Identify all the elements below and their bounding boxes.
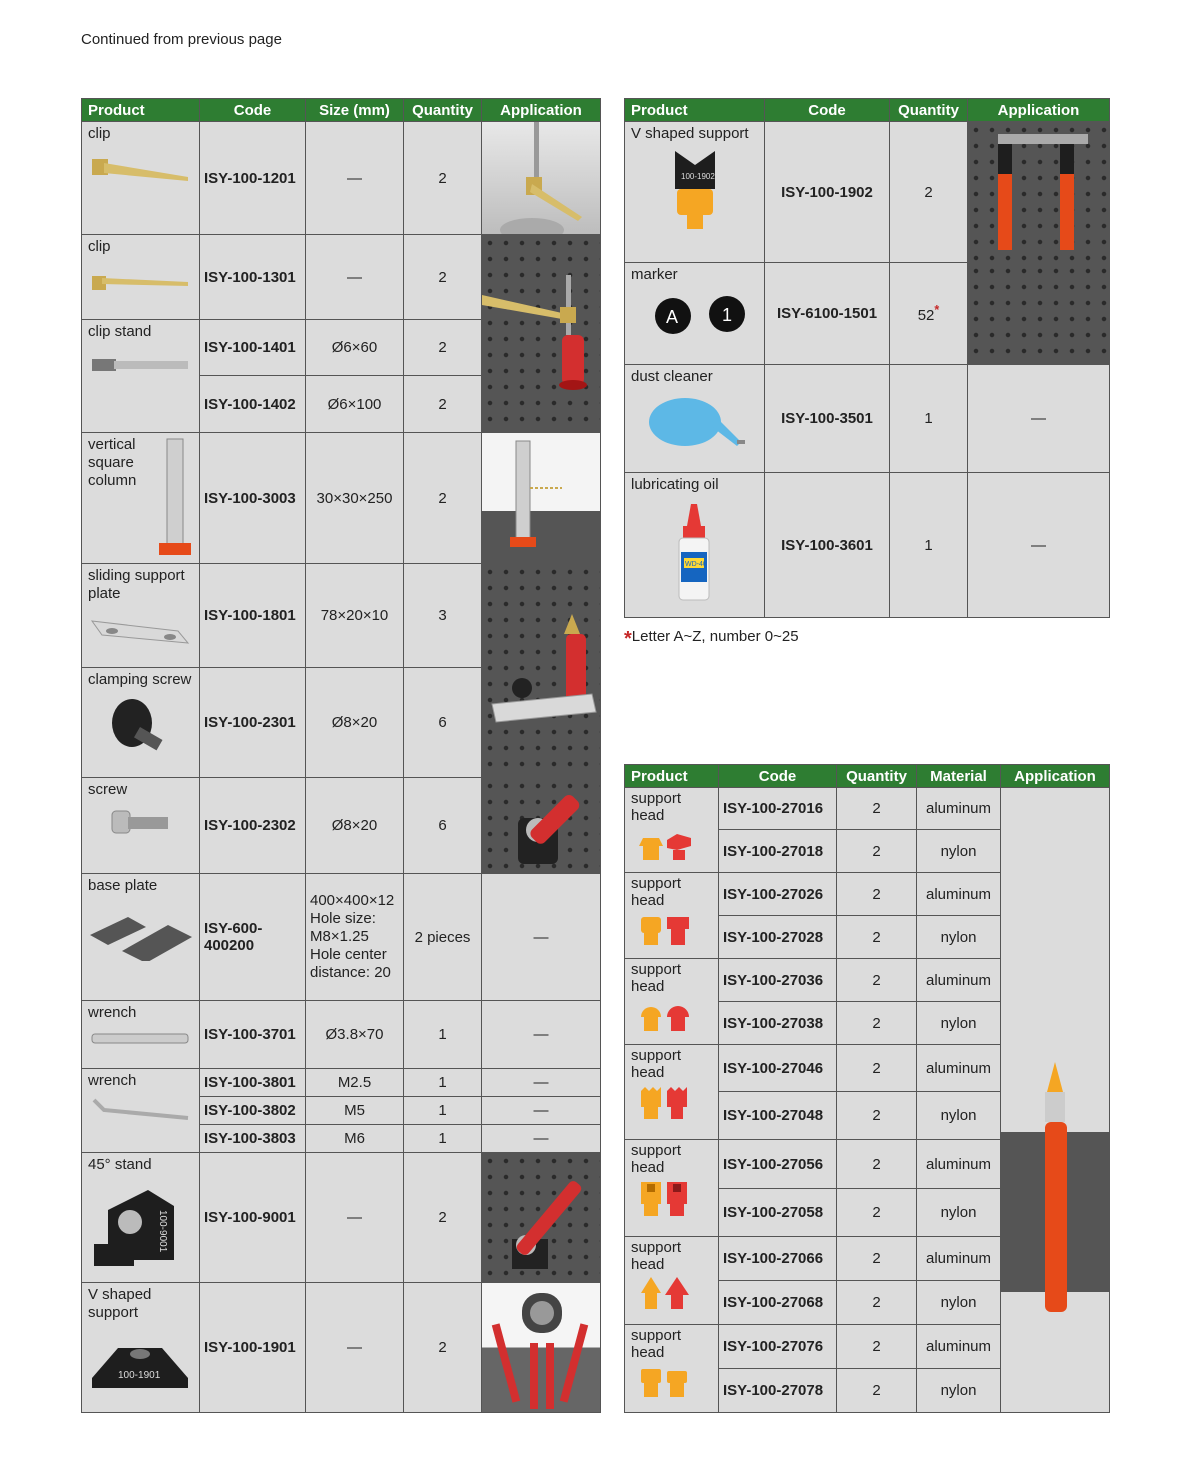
quantity-cell: 1 bbox=[890, 473, 968, 618]
table-row bbox=[82, 235, 601, 320]
material-cell: aluminum bbox=[917, 1324, 1001, 1368]
quantity-cell: 6 bbox=[404, 778, 482, 874]
support-head-image bbox=[631, 828, 697, 864]
code-cell: ISY-100-27068 bbox=[719, 1280, 837, 1324]
stand-45-image bbox=[88, 1180, 192, 1276]
code-cell: ISY-100-1901 bbox=[200, 1283, 306, 1413]
quantity-cell: 2 bbox=[837, 1002, 917, 1045]
wrench-image bbox=[88, 1028, 192, 1052]
material-cell: nylon bbox=[917, 1280, 1001, 1324]
code-cell: ISY-100-27038 bbox=[719, 1002, 837, 1045]
header-product: Product bbox=[625, 99, 765, 122]
support-head-image bbox=[631, 913, 697, 949]
clip-image bbox=[88, 262, 192, 302]
footnote-text: Letter A~Z, number 0~25 bbox=[631, 628, 799, 645]
product-name: base plate bbox=[88, 877, 158, 894]
size-line: distance: 20 bbox=[310, 964, 391, 981]
support-head-image bbox=[631, 1180, 697, 1216]
size-line: Hole center bbox=[310, 946, 387, 963]
code-cell: ISY-100-1402 bbox=[200, 376, 306, 433]
stand-label: 100-9001 bbox=[157, 1210, 168, 1253]
product-name: support head bbox=[631, 961, 682, 996]
product-cell bbox=[82, 433, 200, 564]
code-cell: ISY-100-27016 bbox=[719, 788, 837, 830]
header-quantity: Quantity bbox=[837, 765, 917, 788]
code-cell: ISY-100-2302 bbox=[200, 778, 306, 874]
application-photo bbox=[968, 263, 1110, 365]
code-cell: ISY-100-3802 bbox=[200, 1097, 306, 1125]
footnote bbox=[624, 628, 799, 651]
size-cell: — bbox=[306, 235, 404, 320]
table-row bbox=[82, 1069, 601, 1097]
code-cell: ISY-100-27056 bbox=[719, 1140, 837, 1188]
product-name: clip bbox=[88, 125, 111, 142]
size-cell: — bbox=[306, 1153, 404, 1283]
products-table-left bbox=[81, 98, 601, 1413]
application-photo bbox=[482, 122, 601, 235]
product-cell bbox=[82, 564, 200, 668]
table-row bbox=[82, 1001, 601, 1069]
quantity-cell: 2 bbox=[404, 235, 482, 320]
product-cell bbox=[82, 1001, 200, 1069]
application-cell: — bbox=[482, 1001, 601, 1069]
application-photo bbox=[482, 1153, 601, 1283]
product-cell bbox=[82, 122, 200, 235]
application-photo bbox=[482, 433, 601, 564]
product-name: 45° stand bbox=[88, 1156, 152, 1173]
quantity-cell bbox=[890, 263, 968, 365]
size-line: 400×400×12 bbox=[310, 892, 395, 909]
product-name: support head bbox=[631, 790, 682, 824]
code-cell: ISY-100-3801 bbox=[200, 1069, 306, 1097]
product-name: V shaped support bbox=[631, 125, 749, 142]
quantity-cell: 2 bbox=[404, 320, 482, 376]
material-cell: nylon bbox=[917, 1369, 1001, 1413]
quantity-cell: 1 bbox=[404, 1097, 482, 1125]
product-cell bbox=[82, 778, 200, 874]
product-name: vertical square column bbox=[88, 436, 137, 489]
header-quantity: Quantity bbox=[890, 99, 968, 122]
quantity-cell: 2 bbox=[404, 122, 482, 235]
product-name: clamping screw bbox=[88, 671, 192, 688]
table-row bbox=[625, 122, 1110, 263]
oil-label: WD-40 bbox=[685, 561, 707, 568]
oil-bottle-image bbox=[631, 500, 759, 604]
quantity-cell: 2 bbox=[837, 1324, 917, 1368]
code-cell: ISY-100-27076 bbox=[719, 1324, 837, 1368]
code-cell: ISY-100-27026 bbox=[719, 873, 837, 916]
size-cell: Ø3.8×70 bbox=[306, 1001, 404, 1069]
footnote-star: * bbox=[934, 303, 940, 317]
code-cell: ISY-100-27058 bbox=[719, 1188, 837, 1236]
footnote-star: * bbox=[624, 628, 632, 650]
material-cell: aluminum bbox=[917, 959, 1001, 1002]
quantity-cell: 2 bbox=[837, 788, 917, 830]
code-cell: ISY-100-1301 bbox=[200, 235, 306, 320]
header-material: Material bbox=[917, 765, 1001, 788]
quantity-cell: 1 bbox=[890, 365, 968, 473]
material-cell: aluminum bbox=[917, 1045, 1001, 1092]
clip-image bbox=[88, 149, 192, 189]
base-plate-image bbox=[88, 901, 194, 961]
table-row bbox=[625, 365, 1110, 473]
quantity-cell: 3 bbox=[404, 564, 482, 668]
product-cell bbox=[82, 668, 200, 778]
product-name: wrench bbox=[88, 1072, 137, 1089]
product-name: marker bbox=[631, 266, 678, 283]
sliding-plate-image bbox=[88, 609, 192, 649]
size-cell: — bbox=[306, 122, 404, 235]
table-row bbox=[82, 122, 601, 235]
code-cell: ISY-100-27048 bbox=[719, 1092, 837, 1140]
size-cell: 78×20×10 bbox=[306, 564, 404, 668]
header-product: Product bbox=[625, 765, 719, 788]
product-cell bbox=[625, 1045, 719, 1140]
size-cell: Ø8×20 bbox=[306, 778, 404, 874]
v-support-image bbox=[88, 1328, 192, 1394]
product-name: lubricating oil bbox=[631, 476, 719, 493]
table-row bbox=[82, 1153, 601, 1283]
code-cell: ISY-100-9001 bbox=[200, 1153, 306, 1283]
size-cell: Ø6×100 bbox=[306, 376, 404, 433]
size-line: M8×1.25 bbox=[310, 928, 369, 945]
quantity-value: 52 bbox=[917, 307, 935, 324]
product-cell bbox=[625, 959, 719, 1045]
marker-letter-a: A bbox=[666, 307, 679, 327]
application-photo bbox=[482, 1283, 601, 1413]
product-name: support head bbox=[631, 1326, 682, 1361]
code-cell: ISY-100-3701 bbox=[200, 1001, 306, 1069]
table-row bbox=[82, 564, 601, 668]
product-name: support head bbox=[631, 875, 682, 909]
product-cell bbox=[625, 473, 765, 618]
quantity-cell: 2 bbox=[837, 1140, 917, 1188]
product-name: V shaped support bbox=[88, 1286, 152, 1321]
code-cell: ISY-100-27066 bbox=[719, 1236, 837, 1280]
table-row bbox=[625, 788, 1110, 830]
header-product: Product bbox=[82, 99, 200, 122]
hex-key-image bbox=[88, 1096, 192, 1126]
v-support-label: 100-1902 bbox=[681, 172, 715, 181]
quantity-cell: 6 bbox=[404, 668, 482, 778]
code-cell: ISY-600-400200 bbox=[200, 874, 306, 1001]
product-name: screw bbox=[88, 781, 128, 798]
product-name: support head bbox=[631, 1142, 682, 1177]
application-cell: — bbox=[482, 1097, 601, 1125]
table-row bbox=[82, 874, 601, 1001]
application-cell: — bbox=[482, 1125, 601, 1153]
code-cell: ISY-100-3003 bbox=[200, 433, 306, 564]
product-cell bbox=[625, 788, 719, 873]
code-cell: ISY-100-3803 bbox=[200, 1125, 306, 1153]
material-cell: aluminum bbox=[917, 873, 1001, 916]
material-cell: aluminum bbox=[917, 788, 1001, 830]
product-cell bbox=[625, 263, 765, 365]
product-name: sliding support plate bbox=[88, 567, 185, 602]
quantity-cell: 2 bbox=[837, 916, 917, 959]
clamping-screw-image bbox=[88, 695, 192, 755]
size-line: Hole size: bbox=[310, 910, 376, 927]
product-name: support head bbox=[631, 1238, 682, 1273]
code-cell: ISY-100-27028 bbox=[719, 916, 837, 959]
table-row bbox=[82, 778, 601, 874]
code-cell: ISY-100-3601 bbox=[765, 473, 890, 618]
product-cell bbox=[82, 874, 200, 1001]
code-cell: ISY-100-1401 bbox=[200, 320, 306, 376]
header-application: Application bbox=[1001, 765, 1110, 788]
quantity-cell: 2 bbox=[890, 122, 968, 263]
table-row bbox=[82, 1283, 601, 1413]
quantity-cell: 2 bbox=[837, 1188, 917, 1236]
size-cell: M5 bbox=[306, 1097, 404, 1125]
product-cell bbox=[625, 873, 719, 959]
quantity-cell: 1 bbox=[404, 1001, 482, 1069]
material-cell: aluminum bbox=[917, 1236, 1001, 1280]
product-cell bbox=[82, 235, 200, 320]
quantity-cell: 2 bbox=[404, 376, 482, 433]
code-cell: ISY-100-27078 bbox=[719, 1369, 837, 1413]
code-cell: ISY-100-1801 bbox=[200, 564, 306, 668]
square-column-image bbox=[155, 437, 195, 561]
support-head-image bbox=[631, 1277, 697, 1313]
quantity-cell: 2 bbox=[837, 1369, 917, 1413]
product-name: wrench bbox=[88, 1004, 137, 1021]
product-name: dust cleaner bbox=[631, 368, 713, 385]
table-row bbox=[625, 263, 1110, 365]
size-cell bbox=[306, 874, 404, 1001]
support-head-table bbox=[624, 764, 1110, 1413]
application-photo bbox=[968, 122, 1110, 263]
header-application: Application bbox=[482, 99, 601, 122]
application-photo bbox=[482, 235, 601, 433]
quantity-cell: 2 pieces bbox=[404, 874, 482, 1001]
application-cell: — bbox=[482, 874, 601, 1001]
header-quantity: Quantity bbox=[404, 99, 482, 122]
code-cell: ISY-100-27018 bbox=[719, 830, 837, 873]
quantity-cell: 2 bbox=[837, 959, 917, 1002]
code-cell: ISY-100-3501 bbox=[765, 365, 890, 473]
code-cell: ISY-100-1201 bbox=[200, 122, 306, 235]
quantity-cell: 2 bbox=[837, 1045, 917, 1092]
product-name: support head bbox=[631, 1047, 682, 1082]
material-cell: nylon bbox=[917, 830, 1001, 873]
quantity-cell: 2 bbox=[404, 433, 482, 564]
quantity-cell: 2 bbox=[837, 1092, 917, 1140]
v-support-image bbox=[631, 145, 759, 241]
header-code: Code bbox=[765, 99, 890, 122]
header-code: Code bbox=[719, 765, 837, 788]
clip-stand-image bbox=[88, 347, 192, 387]
header-application: Application bbox=[968, 99, 1110, 122]
size-cell: Ø6×60 bbox=[306, 320, 404, 376]
size-cell: Ø8×20 bbox=[306, 668, 404, 778]
quantity-cell: 2 bbox=[837, 1280, 917, 1324]
code-cell: ISY-100-1902 bbox=[765, 122, 890, 263]
continued-note: Continued from previous page bbox=[81, 31, 282, 48]
header-size: Size (mm) bbox=[306, 99, 404, 122]
quantity-cell: 1 bbox=[404, 1125, 482, 1153]
material-cell: nylon bbox=[917, 916, 1001, 959]
quantity-cell: 2 bbox=[837, 873, 917, 916]
screw-image bbox=[88, 805, 192, 845]
application-photo bbox=[482, 564, 601, 778]
product-cell bbox=[625, 122, 765, 263]
product-cell bbox=[82, 1283, 200, 1413]
size-cell: M6 bbox=[306, 1125, 404, 1153]
application-cell: — bbox=[968, 365, 1110, 473]
code-cell: ISY-100-2301 bbox=[200, 668, 306, 778]
product-cell bbox=[82, 1153, 200, 1283]
v-support-label: 100-1901 bbox=[118, 1370, 161, 1381]
application-photo bbox=[482, 778, 601, 874]
size-cell: M2.5 bbox=[306, 1069, 404, 1097]
quantity-cell: 2 bbox=[404, 1153, 482, 1283]
marker-number-1: 1 bbox=[722, 305, 733, 325]
product-name: clip stand bbox=[88, 323, 152, 340]
support-head-image bbox=[631, 999, 697, 1035]
marker-image bbox=[631, 290, 759, 350]
quantity-cell: 1 bbox=[404, 1069, 482, 1097]
material-cell: nylon bbox=[917, 1188, 1001, 1236]
material-cell: aluminum bbox=[917, 1140, 1001, 1188]
code-cell: ISY-6100-1501 bbox=[765, 263, 890, 365]
application-photo bbox=[1001, 788, 1110, 1413]
quantity-cell: 2 bbox=[404, 1283, 482, 1413]
header-code: Code bbox=[200, 99, 306, 122]
code-cell: ISY-100-27036 bbox=[719, 959, 837, 1002]
material-cell: nylon bbox=[917, 1002, 1001, 1045]
products-table-right-top bbox=[624, 98, 1110, 618]
application-cell: — bbox=[968, 473, 1110, 618]
product-cell bbox=[625, 1236, 719, 1324]
table-row bbox=[82, 433, 601, 564]
application-cell: — bbox=[482, 1069, 601, 1097]
table-row bbox=[625, 473, 1110, 618]
product-cell bbox=[82, 1069, 200, 1153]
support-head-image bbox=[631, 1085, 697, 1121]
product-cell bbox=[82, 320, 200, 433]
size-cell: — bbox=[306, 1283, 404, 1413]
product-cell bbox=[625, 1140, 719, 1236]
product-cell bbox=[625, 1324, 719, 1412]
size-cell: 30×30×250 bbox=[306, 433, 404, 564]
material-cell: nylon bbox=[917, 1092, 1001, 1140]
dust-blower-image bbox=[631, 392, 759, 456]
product-name: clip bbox=[88, 238, 111, 255]
code-cell: ISY-100-27046 bbox=[719, 1045, 837, 1092]
support-head-image bbox=[631, 1365, 697, 1401]
quantity-cell: 2 bbox=[837, 830, 917, 873]
quantity-cell: 2 bbox=[837, 1236, 917, 1280]
product-cell bbox=[625, 365, 765, 473]
